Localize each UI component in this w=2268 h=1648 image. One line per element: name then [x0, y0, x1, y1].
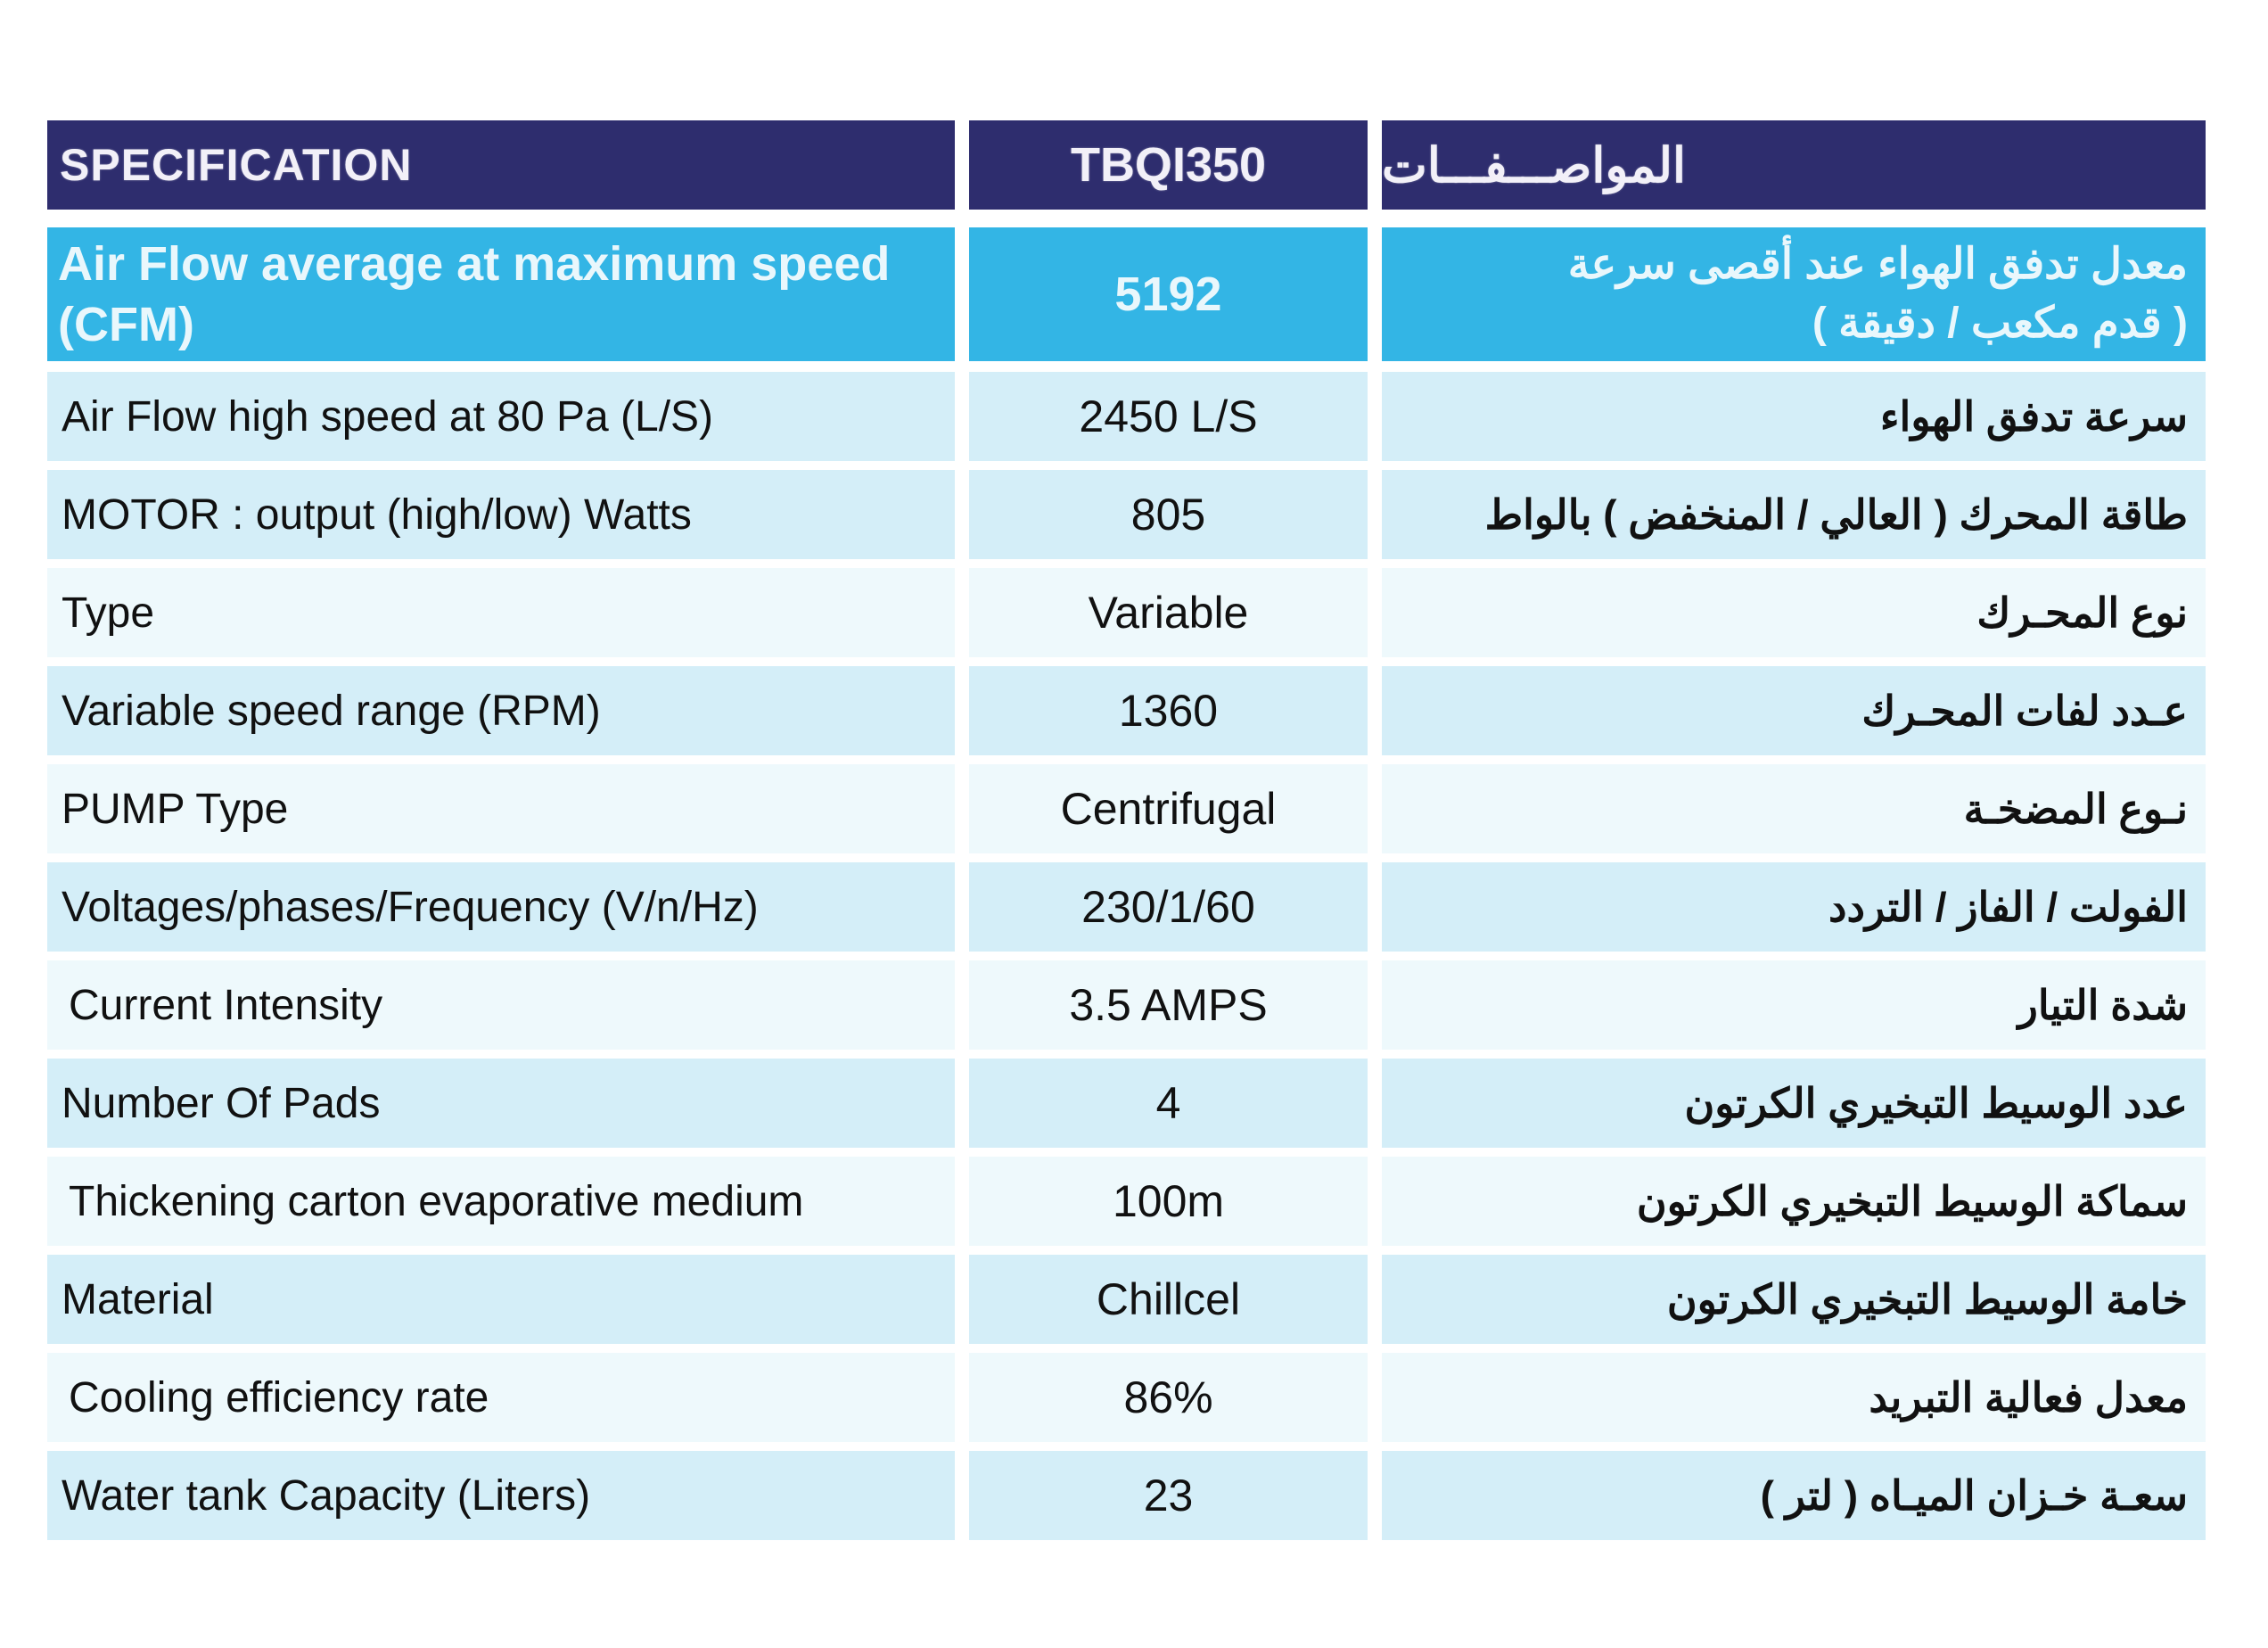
highlight-label-ar-line2: ( قدم مكعب / دقيقة ) [1812, 300, 2188, 347]
row-value: 1360 [969, 666, 1368, 755]
highlight-value: 5192 [969, 227, 1368, 361]
row-label: Variable speed range (RPM) [47, 666, 955, 755]
table-row [47, 862, 2205, 952]
row-label: Type [47, 568, 955, 657]
row-value: Centrifugal [969, 764, 1368, 853]
row-label-ar: معدل فعالية التبريد [1382, 1353, 2206, 1442]
row-label: Number Of Pads [47, 1059, 955, 1148]
table-header-row [47, 120, 2205, 210]
table-row [47, 1059, 2205, 1148]
highlight-label: Air Flow average at maximum speed (CFM) [47, 227, 955, 361]
row-value: 2450 L/S [969, 372, 1368, 461]
table-row [47, 1255, 2205, 1344]
specification-table [47, 120, 2205, 1549]
row-label: Thickening carton evaporative medium [47, 1157, 955, 1246]
row-value: 100m [969, 1157, 1368, 1246]
row-value: 230/1/60 [969, 862, 1368, 952]
row-label: PUMP Type [47, 764, 955, 853]
row-label-ar: عدد الوسيط التبخيري الكرتون [1382, 1059, 2206, 1148]
row-label-ar: عـدد لفات المحـرك [1382, 666, 2206, 755]
row-label-ar: سرعة تدفق الهواء [1382, 372, 2206, 461]
table-row-highlight [47, 227, 2205, 361]
row-label: Voltages/phases/Frequency (V/n/Hz) [47, 862, 955, 952]
row-label-ar: شدة التيار [1382, 960, 2206, 1050]
row-label: Material [47, 1255, 955, 1344]
row-label: Water tank Capacity (Liters) [47, 1451, 955, 1540]
row-value: 3.5 AMPS [969, 960, 1368, 1050]
header-specification: SPECIFICATION [47, 120, 955, 210]
row-value: 86% [969, 1353, 1368, 1442]
header-model: TBQI350 [969, 120, 1368, 210]
row-value: Chillcel [969, 1255, 1368, 1344]
table-row [47, 372, 2205, 461]
row-value: 4 [969, 1059, 1368, 1148]
row-label-ar: نـوع المضخـة [1382, 764, 2206, 853]
table-row [47, 666, 2205, 755]
row-label: MOTOR : output (high/low) Watts [47, 470, 955, 559]
row-value: 805 [969, 470, 1368, 559]
highlight-label-ar [1382, 227, 2206, 361]
table-row [47, 1157, 2205, 1246]
row-value: 23 [969, 1451, 1368, 1540]
table-row [47, 960, 2205, 1050]
row-label-ar: طاقة المحرك ( العالي / المنخفض ) بالواط [1382, 470, 2206, 559]
row-label: Air Flow high speed at 80 Pa (L/S) [47, 372, 955, 461]
header-specification-ar: المواصـــفـــات [1382, 120, 2206, 210]
row-label-ar: سماكة الوسيط التبخيري الكرتون [1382, 1157, 2206, 1246]
table-row [47, 1451, 2205, 1540]
row-value: Variable [969, 568, 1368, 657]
row-label-ar: سعـة خـزان الميـاه ( لتر ) [1382, 1451, 2206, 1540]
highlight-label-ar-line1: معدل تدفق الهواء عند أقصى سرعة [1567, 241, 2188, 288]
table-row [47, 764, 2205, 853]
row-label: Cooling efficiency rate [47, 1353, 955, 1442]
row-label: Current Intensity [47, 960, 955, 1050]
table-row [47, 1353, 2205, 1442]
table-row [47, 470, 2205, 559]
row-label-ar: نوع المحـرك [1382, 568, 2206, 657]
row-label-ar: خامة الوسيط التبخيري الكرتون [1382, 1255, 2206, 1344]
table-row [47, 568, 2205, 657]
row-label-ar: الفولت / الفاز / التردد [1382, 862, 2206, 952]
